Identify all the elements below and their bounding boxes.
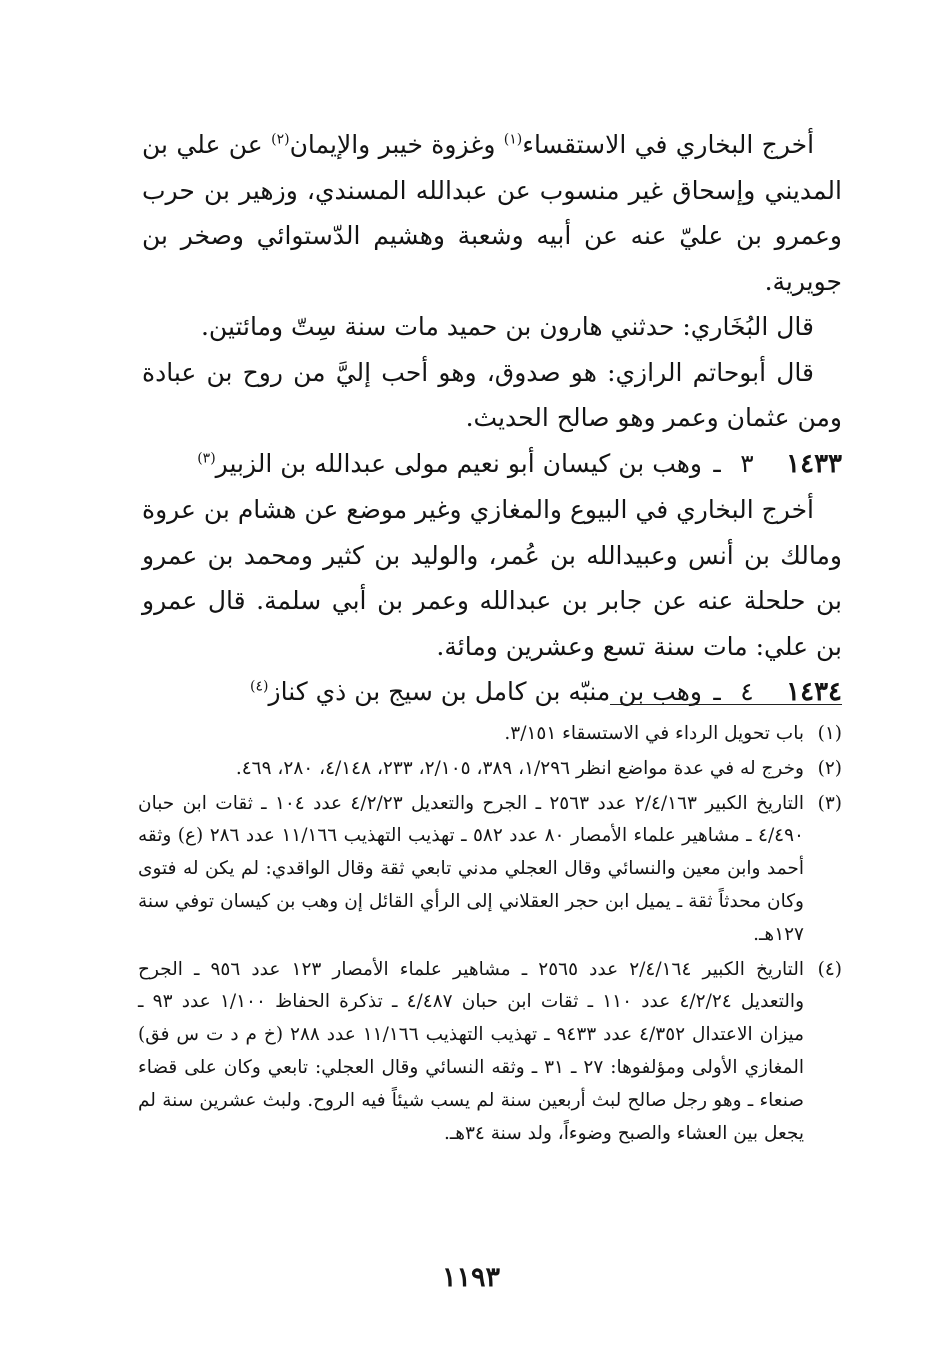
- footnote-text: التاريخ الكبير ٢/٤/١٦٤ عدد ٢٥٦٥ ـ مشاهير علماء الأمصار ١٢٣ عدد ٩٥٦ ـ الجرح والتعديل ٤/٢/٢٤ عدد ١١٠ ـ ثقات ابن حبان ٤/٤٨٧ ـ تذكرة الحفاظ ١/١٠٠ عدد ٩٣ ـ ميزان الاعتدال ٤/٣٥٢ عدد ٩٤٣٣ ـ تهذيب التهذيب ١١/١٦٦ عدد ٢٨٨ (خ م د ت س فق) المغازي الأولى ومؤلفوها: ٢٧ ـ ٣١ ـ وثقه النسائي وقال العجلي: تابعي وكان على قضاء صنعاء ـ وهو رجل صالح لبث أربعين سنة لم يسب شيئاً فيه الروح. ولبث عشرين سنة لم يجعل بين العشاء والصبح وضوءاً، ولد سنة ٣٤هـ.: [138, 958, 805, 1144]
- entry-dash: ـ: [713, 677, 721, 706]
- footnote-3: [138, 788, 842, 952]
- footnote-label: (١): [817, 723, 842, 744]
- footnote-label: (٢): [817, 757, 842, 779]
- footnote-ref-3[interactable]: (٣): [197, 450, 216, 467]
- entry-number: ١٤٣٣: [786, 448, 842, 479]
- entry-number: ١٤٣٤: [786, 677, 842, 707]
- entry-sequence: ٤: [740, 677, 754, 706]
- footnote-label: (٤): [817, 958, 842, 980]
- paragraph-abu-hatim-quote: قال أبوحاتم الرازي: هو صدوق، وهو أحب إليَّ من روح بن عبادة ومن عثمان وعمر وهو صالح الحديث.: [142, 357, 842, 432]
- entry-dash: ـ: [713, 448, 721, 478]
- footnote-4: [138, 954, 842, 1151]
- footnote-1: [138, 718, 842, 751]
- footnote-text: التاريخ الكبير ٢/٤/١٦٣ عدد ٢٥٦٣ ـ الجرح والتعديل ٤/٢/٢٣ عدد ١٠٤ ـ ثقات ابن حبان ٤/٤٩٠ ـ مشاهير علماء الأمصار ٨٠ عدد ٥٨٢ ـ تهذيب التهذيب ١١/١٦٦ عدد ٢٨٦ (ع) وثقه أحمد وابن معين والنسائي وقال العجلي مدني تابعي ثقة وقال الواقدي: لم يكن له فتوى وكان محدثاً ثقة ـ يميل ابن حجر العقلاني إلى الرأي القائل إن وهب بن كيسان توفي سنة ١٢٧هـ.: [138, 792, 805, 945]
- footnote-divider: [610, 704, 842, 705]
- entry-sequence: ٣: [740, 448, 754, 478]
- footnote-text: وخرج له في عدة مواضع انظر ١/٢٩٦، ٣٨٩، ٢/١٠٥، ٢٣٣، ٤/١٤٨، ٢٨٠، ٤٦٩.: [235, 757, 804, 779]
- main-text: [142, 122, 842, 716]
- paragraph-bukhari-quote: قال البُخَاري: حدثني هارون بن حميد مات سنة سِتّ ومائتين.: [200, 312, 814, 341]
- footnote-ref-4[interactable]: (٤): [250, 678, 269, 695]
- paragraph-narrators: أخرج البخاري في الاستقساء$^{(١)}$ وغزوة خيبر والإيمان$^{(٢)}$ عن علي بن المديني وإسحاق غير منسوب عن عبدالله المسندي، وزهير بن حرب وعمرو بن عليّ عنه عن أبيه وشعبة وهشيم الدّستوائي وصخر بن جويرية.: [142, 130, 842, 296]
- page-number: ١١٩٣: [441, 1262, 500, 1293]
- footnote-ref-2[interactable]: (٢): [271, 131, 290, 148]
- footnote-ref-1[interactable]: (١): [503, 131, 523, 148]
- footnote-text: باب تحويل الرداء في الاستسقاء ٣/١٥١.: [504, 723, 804, 744]
- footnote-2: [138, 753, 842, 786]
- entry-heading-1433: [142, 441, 842, 488]
- footnotes: [138, 718, 842, 1152]
- entry-title: وهب بن منبّه بن كامل بن سيج بن ذي كناز$^{(٤)}$: [250, 677, 702, 706]
- paragraph-wahb-kaysan: أخرج البخاري في البيوع والمغازي وغير موضع عن هشام بن عروة ومالك بن أنس وعبيدالله بن عُمر، والوليد بن كثير ومحمد بن عمرو بن حلحلة عنه عن جابر بن عبدالله وعمر بن أبي سلمة. قال عمرو بن علي: مات سنة تسع وعشرين ومائة.: [142, 495, 842, 661]
- entry-title: وهب بن كيسان أبو نعيم مولى عبدالله بن الزبير$^{(٣)}$: [197, 448, 702, 478]
- entry-heading-1434: [142, 669, 842, 716]
- footnote-label: (٣): [817, 792, 842, 814]
